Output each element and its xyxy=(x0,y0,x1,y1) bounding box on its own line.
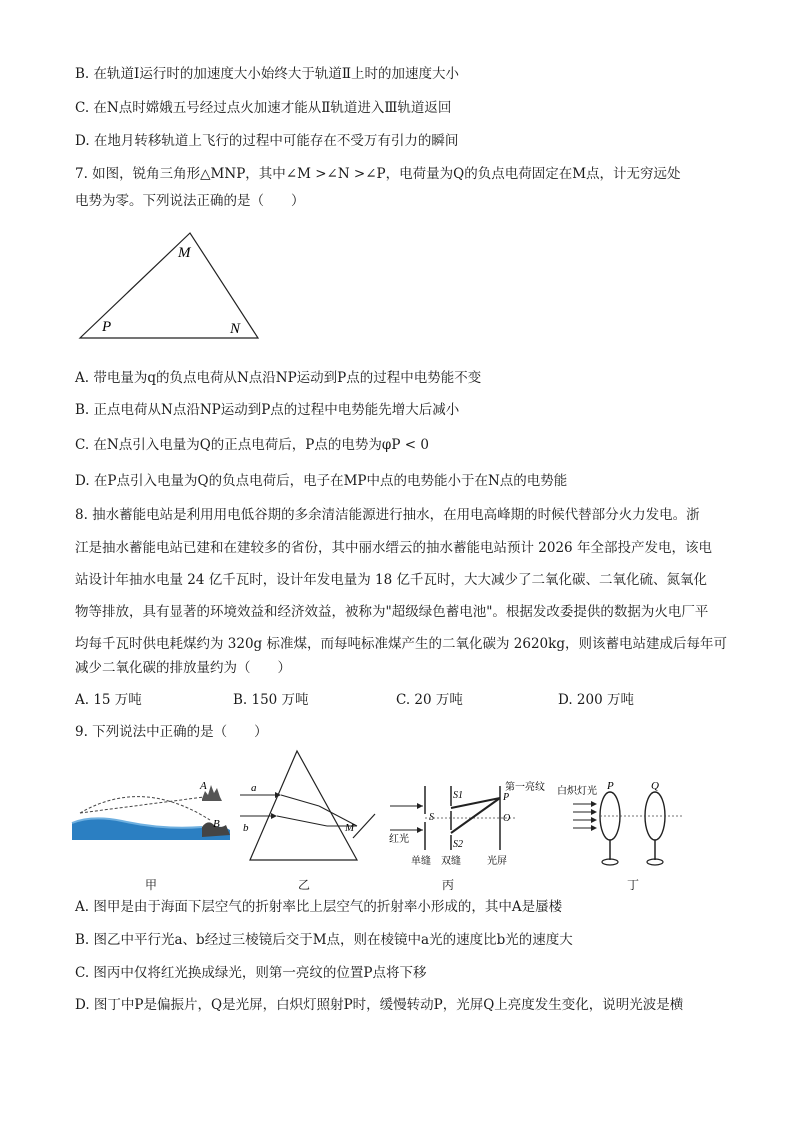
slit-label-p: P xyxy=(503,792,510,803)
q9-option-b: B. 图乙中平行光a、b经过三棱镜后交于M点，则在棱镜中a光的速度比b光的速度大 xyxy=(75,932,573,948)
slit-label-s2: S2 xyxy=(453,839,463,850)
q6-option-c: C. 在N点时嫦娥五号经过点火加速才能从Ⅱ轨道进入Ⅲ轨道返回 xyxy=(75,100,452,116)
polarizer-label-p: P xyxy=(607,780,614,792)
figure-caption-ding: 丁 xyxy=(627,878,640,892)
q9-option-d: D. 图丁中P是偏振片，Q是光屏，白炽灯照射P时，缓慢转动P，光屏Q上亮度发生变化，说明光波是横 xyxy=(75,997,684,1013)
triangle-label-p: P xyxy=(102,319,112,335)
q9-figure-ding-polarizer xyxy=(555,778,685,873)
q7-option-a: A. 带电量为q的负点电荷从N点沿NP运动到P点的过程中电势能不变 xyxy=(75,370,482,386)
q9-option-c: C. 图丙中仅将红光换成绿光，则第一亮纹的位置P点将下移 xyxy=(75,965,427,981)
q7-stem-line2: 电势为零。下列说法正确的是（ ） xyxy=(75,193,305,209)
q9-figure-yi-prism xyxy=(235,748,385,863)
q6-option-b: B. 在轨道Ⅰ运行时的加速度大小始终大于轨道Ⅱ上时的加速度大小 xyxy=(75,66,460,82)
q8-option-d: D. 200 万吨 xyxy=(558,692,634,708)
prism-label-a: a xyxy=(251,782,257,794)
q8-option-c: C. 20 万吨 xyxy=(396,692,463,708)
figure-caption-yi: 乙 xyxy=(298,878,311,892)
slit-label-single: 单缝 xyxy=(411,856,431,867)
prism-label-b: b xyxy=(243,822,249,834)
q9-stem: 9. 下列说法中正确的是（ ） xyxy=(75,724,268,740)
slit-label-o: O xyxy=(503,813,511,824)
slit-label-red-light: 红光 xyxy=(389,834,409,845)
q8-option-b: B. 150 万吨 xyxy=(233,692,309,708)
slit-label-double: 双缝 xyxy=(441,856,461,867)
prism-label-m: M xyxy=(345,822,355,834)
q8-stem-line2: 江是抽水蓄能电站已建和在建较多的省份，其中丽水缙云的抽水蓄能电站预计 2026 年全部投产发电，该电 xyxy=(75,540,712,556)
figure-caption-jia: 甲 xyxy=(145,878,158,892)
slit-label-s1: S1 xyxy=(453,790,463,801)
q7-option-c: C. 在N点引入电量为Q的正点电荷后，P点的电势为φP < 0 xyxy=(75,437,429,453)
slit-label-first-fringe: 第一亮纹 xyxy=(505,782,545,793)
q8-stem-line4: 物等排放，具有显著的环境效益和经济效益，被称为"超级绿色蓄电池"。根据发改委提供的数据为火电厂平 xyxy=(75,604,709,620)
triangle-label-n: N xyxy=(230,321,241,337)
q9-figure-bing-double-slit xyxy=(385,778,555,868)
q8-stem-line3: 站设计年抽水电量 24 亿千瓦时，设计年发电量为 18 亿千瓦时，大大减少了二氧化碳、二氧化硫、氮氧化 xyxy=(75,572,708,588)
q7-stem-line1: 7. 如图，锐角三角形△MNP，其中∠M >∠N >∠P，电荷量为Q的负点电荷固定在M点，计无穷远处 xyxy=(75,166,681,182)
triangle-label-m: M xyxy=(178,245,191,261)
slit-label-s: S xyxy=(429,812,434,823)
q8-stem-line1: 8. 抽水蓄能电站是利用用电低谷期的多余清洁能源进行抽水，在用电高峰期的时候代替部分火力发电。浙 xyxy=(75,507,700,523)
figure-caption-bing: 丙 xyxy=(442,878,455,892)
q8-stem-line6: 减少二氧化碳的排放量约为（ ） xyxy=(75,660,291,676)
q9-figure-jia-mirage xyxy=(72,775,232,855)
q8-stem-line5: 均每千瓦时供电耗煤约为 320g 标准煤，而每吨标准煤产生的二氧化碳为 2620kg，则该蓄电站建成后每年可 xyxy=(75,636,727,652)
q9-option-a: A. 图甲是由于海面下层空气的折射率比上层空气的折射率小形成的，其中A是蜃楼 xyxy=(75,899,563,915)
mirage-label-a: A xyxy=(200,780,207,792)
q6-option-d: D. 在地月转移轨道上飞行的过程中可能存在不受万有引力的瞬间 xyxy=(75,133,459,149)
q7-triangle-figure xyxy=(70,225,270,350)
polarizer-label-lamp: 白炽灯光 xyxy=(557,786,597,797)
q8-option-a: A. 15 万吨 xyxy=(75,692,142,708)
polarizer-label-q: Q xyxy=(651,780,659,792)
q7-option-d: D. 在P点引入电量为Q的负点电荷后，电子在MP中点的电势能小于在N点的电势能 xyxy=(75,473,568,489)
q7-option-b: B. 正点电荷从N点沿NP运动到P点的过程中电势能先增大后减小 xyxy=(75,402,460,418)
slit-label-screen: 光屏 xyxy=(487,856,507,867)
mirage-label-b: B xyxy=(213,818,220,830)
